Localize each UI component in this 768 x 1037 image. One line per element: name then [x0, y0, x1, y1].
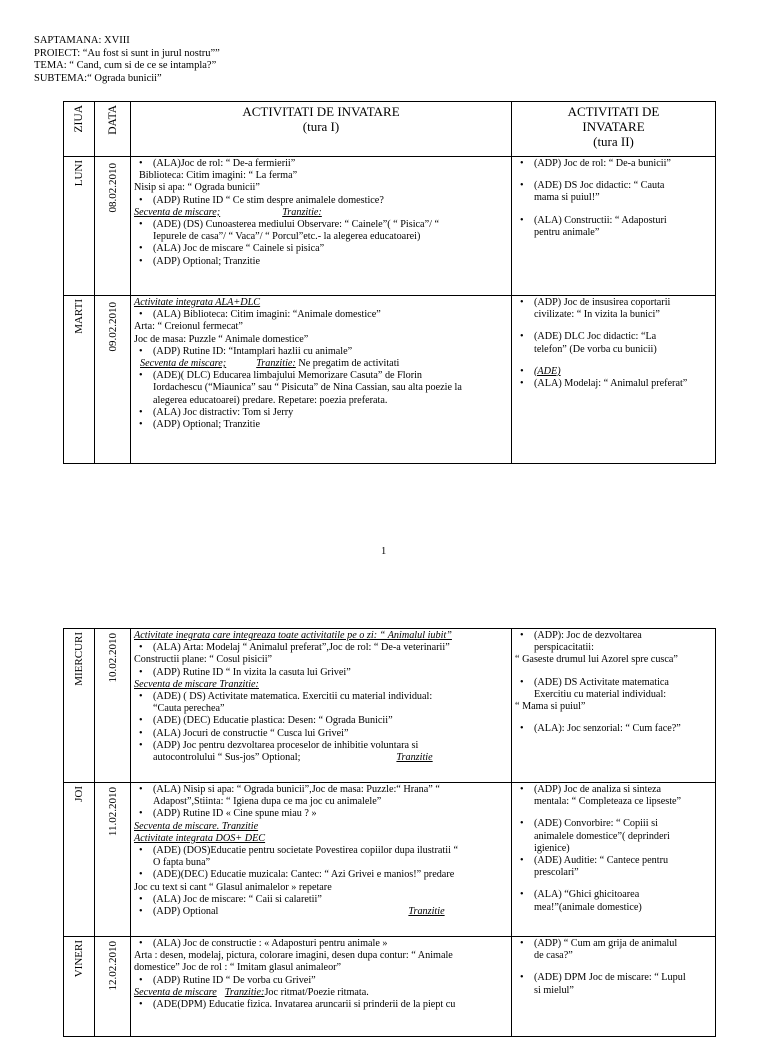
activity-table-page-1	[63, 101, 716, 464]
activity-line: Nisip si apa: “ Ograda bunicii”	[134, 182, 260, 194]
theme-line: TEMA: “ Cand, cum si de ce se intampla?”	[34, 60, 217, 71]
activity-line: Exercitiu cu material individual:	[534, 688, 667, 700]
activity-line: • (ADE(DPM) Educatie fizica. Invatarea aruncarii si prinderii de la piept cu	[134, 999, 509, 1011]
shift-2-activities	[512, 629, 716, 783]
activity-line: O fapta buna”	[153, 857, 211, 869]
activity-line: • (ADE) Convorbire: “ Copiii si	[515, 818, 713, 830]
project-line: PROIECT: “Au fost si sunt in jurul nostru””	[34, 47, 220, 59]
date-cell: 09.02.2010	[95, 296, 131, 464]
activity-line: • (ALA) Joc distractiv: Tom si Jerry	[134, 407, 509, 419]
day-cell: JOI	[64, 783, 95, 937]
activity-line: pentru animale”	[534, 226, 600, 238]
activity-line: • (ALA) “Ghici ghicitoarea	[515, 889, 713, 901]
activity-line: • (ADP) Rutine ID « Cine spune miau ? »	[134, 808, 509, 820]
activity-line: • (ADE) DS Activitate matematica	[515, 677, 713, 689]
activity-line: Secventa de miscare; Tranzitie:	[134, 206, 322, 218]
activity-line: • (ADP) “ Cum am grija de animalul	[515, 938, 713, 950]
shift-1-header: ACTIVITATI DE INVATARE (tura I)	[131, 102, 512, 157]
activity-line: • (ALA) Jocuri de constructie “ Cusca lui Grivei”	[134, 728, 509, 740]
day-cell: MARTI	[64, 296, 95, 464]
activity-line: • (ADP) Optional; Tranzitie	[134, 256, 509, 268]
activity-line: autocontrolului “ Sus-jos” Optional; Tranzitie	[153, 752, 433, 764]
activity-line: • (ADE) (DS) Cunoasterea mediului Observare: “ Cainele”( “ Pisica”/ “	[134, 219, 509, 231]
activity-line: • (ADE)( DLC) Educarea limbajului Memorizare Casuta” de Florin	[134, 370, 509, 382]
activity-line: Secventa de miscare. Tranzitie	[134, 820, 259, 832]
activity-line: Iepurele de casa”/ “ Vaca”/ “ Porcul”etc.- la alegerea educatoarei)	[153, 231, 421, 243]
activity-line: • (ALA) Constructii: “ Adaposturi	[515, 215, 713, 227]
activity-line: Secventa de miscare Tranzitie:	[134, 678, 259, 690]
shift-1-activities	[131, 783, 512, 937]
activity-line: Iordachescu (“Miaunica” sau “ Pisicuta” de Nina Cassian, sau alta poezie la	[153, 382, 462, 394]
activity-line: Activitate inegrata care integreaza toate activitatile pe o zi: “ Animalul iubit”	[134, 630, 452, 641]
shift-2-header: ACTIVITATI DE INVATARE (tura II)	[512, 102, 716, 157]
activity-line: mama si puiul!”	[534, 192, 600, 204]
activity-line: • (ADE) ( DS) Activitate matematica. Exercitii cu material individual:	[134, 691, 509, 703]
activity-line: Arta: “ Creionul fermecat”	[134, 321, 243, 333]
shift-2-activities	[512, 157, 716, 296]
activity-line: Adapost”,Stiinta: “ Igiena dupa ce ma joc cu animalele”	[153, 796, 382, 808]
day-row-luni	[64, 157, 716, 296]
activity-line: • (ALA) Joc de constructie : « Adaposturi pentru animale »	[134, 938, 509, 950]
activity-line: • (ALA) Modelaj: “ Animalul preferat”	[515, 378, 713, 390]
date-cell: 10.02.2010	[95, 629, 131, 783]
day-cell: VINERI	[64, 937, 95, 1037]
activity-line: • (ALA): Joc senzorial: “ Cum face?”	[515, 723, 713, 735]
date-cell: 08.02.2010	[95, 157, 131, 296]
shift-1-activities	[131, 296, 512, 464]
activity-line: igienice)	[534, 842, 570, 854]
activity-line: Activitate integrata ALA+DLC	[134, 297, 261, 308]
day-cell: LUNI	[64, 157, 95, 296]
shift-1-activities	[131, 157, 512, 296]
activity-line: • (ALA) Biblioteca: Citim imagini: “Animale domestice”	[134, 309, 509, 321]
activity-line: “Cauta perechea”	[153, 703, 225, 715]
activity-line: mentala: “ Completeaza ce lipseste”	[534, 796, 682, 808]
shift-2-activities	[512, 783, 716, 937]
week-line: SAPTAMANA: XVIII	[34, 35, 130, 46]
activity-line: • (ADP) Joc pentru dezvoltarea proceselor de inhibitie voluntara si	[134, 740, 509, 752]
activity-line: Constructii plane: “ Cosul pisicii”	[134, 654, 273, 666]
day-row-joi	[64, 783, 716, 937]
activity-line: Secventa de miscare; Tranzitie: Ne pregatim de activitati	[140, 358, 400, 370]
activity-line: Secventa de miscare Tranzitie:Joc ritmat/Poezie ritmata.	[134, 986, 369, 998]
shift-1-activities	[131, 629, 512, 783]
activity-line: civilizate: “ In vizita la bunici”	[534, 309, 660, 321]
day-row-miercuri	[64, 629, 716, 783]
activity-line: telefon” (De vorba cu bunicii)	[534, 343, 657, 355]
activity-line: • (ADE) Auditie: “ Cantece pentru	[515, 855, 713, 867]
activity-line: • (ADE)	[515, 366, 713, 378]
activity-line: Joc cu text si cant “ Glasul animalelor » repetare	[134, 881, 332, 893]
activity-line: • (ADP) Optional; Tranzitie	[134, 419, 509, 431]
activity-line: • (ADE)(DEC) Educatie muzicala: Cantec: “ Azi Grivei e manios!” predare	[134, 869, 509, 881]
shift-2-activities	[512, 296, 716, 464]
activity-line: • (ALA) Arta: Modelaj “ Animalul preferat”,Joc de rol: “ De-a veterinarii”	[134, 642, 509, 654]
activity-line: “ Mama si puiul”	[515, 701, 586, 713]
activity-line: mea!”(animale domestice)	[534, 901, 642, 913]
activity-line: Activitate integrata DOS+ DEC	[134, 832, 266, 844]
activity-table-page-2	[63, 628, 716, 1037]
activity-line: domestice” Joc de rol : “ Imitam glasul animaleor”	[134, 962, 342, 974]
date-cell: 11.02.2010	[95, 783, 131, 937]
activity-line: • (ADE) DS Joc didactic: “ Cauta	[515, 180, 713, 192]
document-header	[34, 35, 220, 85]
activity-line: • (ADE) (DEC) Educatie plastica: Desen: “ Ograda Bunicii”	[134, 715, 509, 727]
activity-line: Arta : desen, modelaj, pictura, colorare imagini, desen dupa contur: “ Animale	[134, 950, 453, 962]
date-cell: 12.02.2010	[95, 937, 131, 1037]
activity-line: Joc de masa: Puzzle “ Animale domestice”	[134, 333, 309, 345]
activity-line: • (ALA) Joc de miscare: “ Caii si calaretii”	[134, 894, 509, 906]
day-column-header: ZIUA	[64, 102, 95, 157]
activity-line: si mielul”	[534, 984, 574, 996]
activity-line: perspicacitatii:	[534, 642, 594, 654]
activity-line: • (ADE) (DOS)Educatie pentru societate Povestirea copiilor dupa ilustratii “	[134, 845, 509, 857]
day-cell: MIERCURI	[64, 629, 95, 783]
activity-line: • (ADP) Rutine ID “ Ce stim despre animalele domestice?	[134, 195, 509, 207]
day-row-marti	[64, 296, 716, 464]
activity-line: • (ADP) Optional Tranzitie	[134, 906, 509, 918]
activity-line: • (ALA)Joc de rol: “ De-a fermierii”	[134, 158, 509, 170]
activity-line: de casa?”	[534, 950, 573, 962]
activity-line: • (ALA) Joc de miscare “ Cainele si pisica”	[134, 243, 509, 255]
day-row-vineri	[64, 937, 716, 1037]
activity-line: • (ADP) Joc de analiza si sinteza	[515, 784, 713, 796]
activity-line: • (ADE) DLC Joc didactic: “La	[515, 331, 713, 343]
shift-1-activities	[131, 937, 512, 1037]
activity-line: alegerea educatoarei) predare. Repetare: poezia preferata.	[153, 394, 388, 406]
table-header-row	[64, 102, 716, 157]
activity-line: Biblioteca: Citim imagini: “ La ferma”	[139, 170, 298, 182]
activity-line: • (ADP) Joc de insusirea coportarii	[515, 297, 713, 309]
activity-line: • (ADP) Joc de rol: “ De-a bunicii”	[515, 158, 713, 170]
activity-line: prescolari”	[534, 867, 579, 879]
activity-line: • (ADE) DPM Joc de miscare: “ Lupul	[515, 972, 713, 984]
activity-line: • (ADP): Joc de dezvoltarea	[515, 630, 713, 642]
activity-line: • (ADP) Rutine ID: “Intamplari hazlii cu animale”	[134, 346, 509, 358]
activity-line: • (ADP) Rutine ID “ De vorba cu Grivei”	[134, 975, 509, 987]
activity-line: “ Gaseste drumul lui Azorel spre cusca”	[515, 654, 678, 666]
page-number: 1	[381, 546, 387, 557]
date-column-header: DATA	[95, 102, 131, 157]
activity-line: • (ADP) Rutine ID “ In vizita la casuta lui Grivei”	[134, 667, 509, 679]
activity-line: • (ALA) Nisip si apa: “ Ograda bunicii”,Joc de masa: Puzzle:“ Hrana” “	[134, 784, 509, 796]
activity-line: animalele domestice”( deprinderi	[534, 830, 670, 842]
subtheme-line: SUBTEMA:“ Ograda bunicii”	[34, 72, 162, 84]
shift-2-activities	[512, 937, 716, 1037]
